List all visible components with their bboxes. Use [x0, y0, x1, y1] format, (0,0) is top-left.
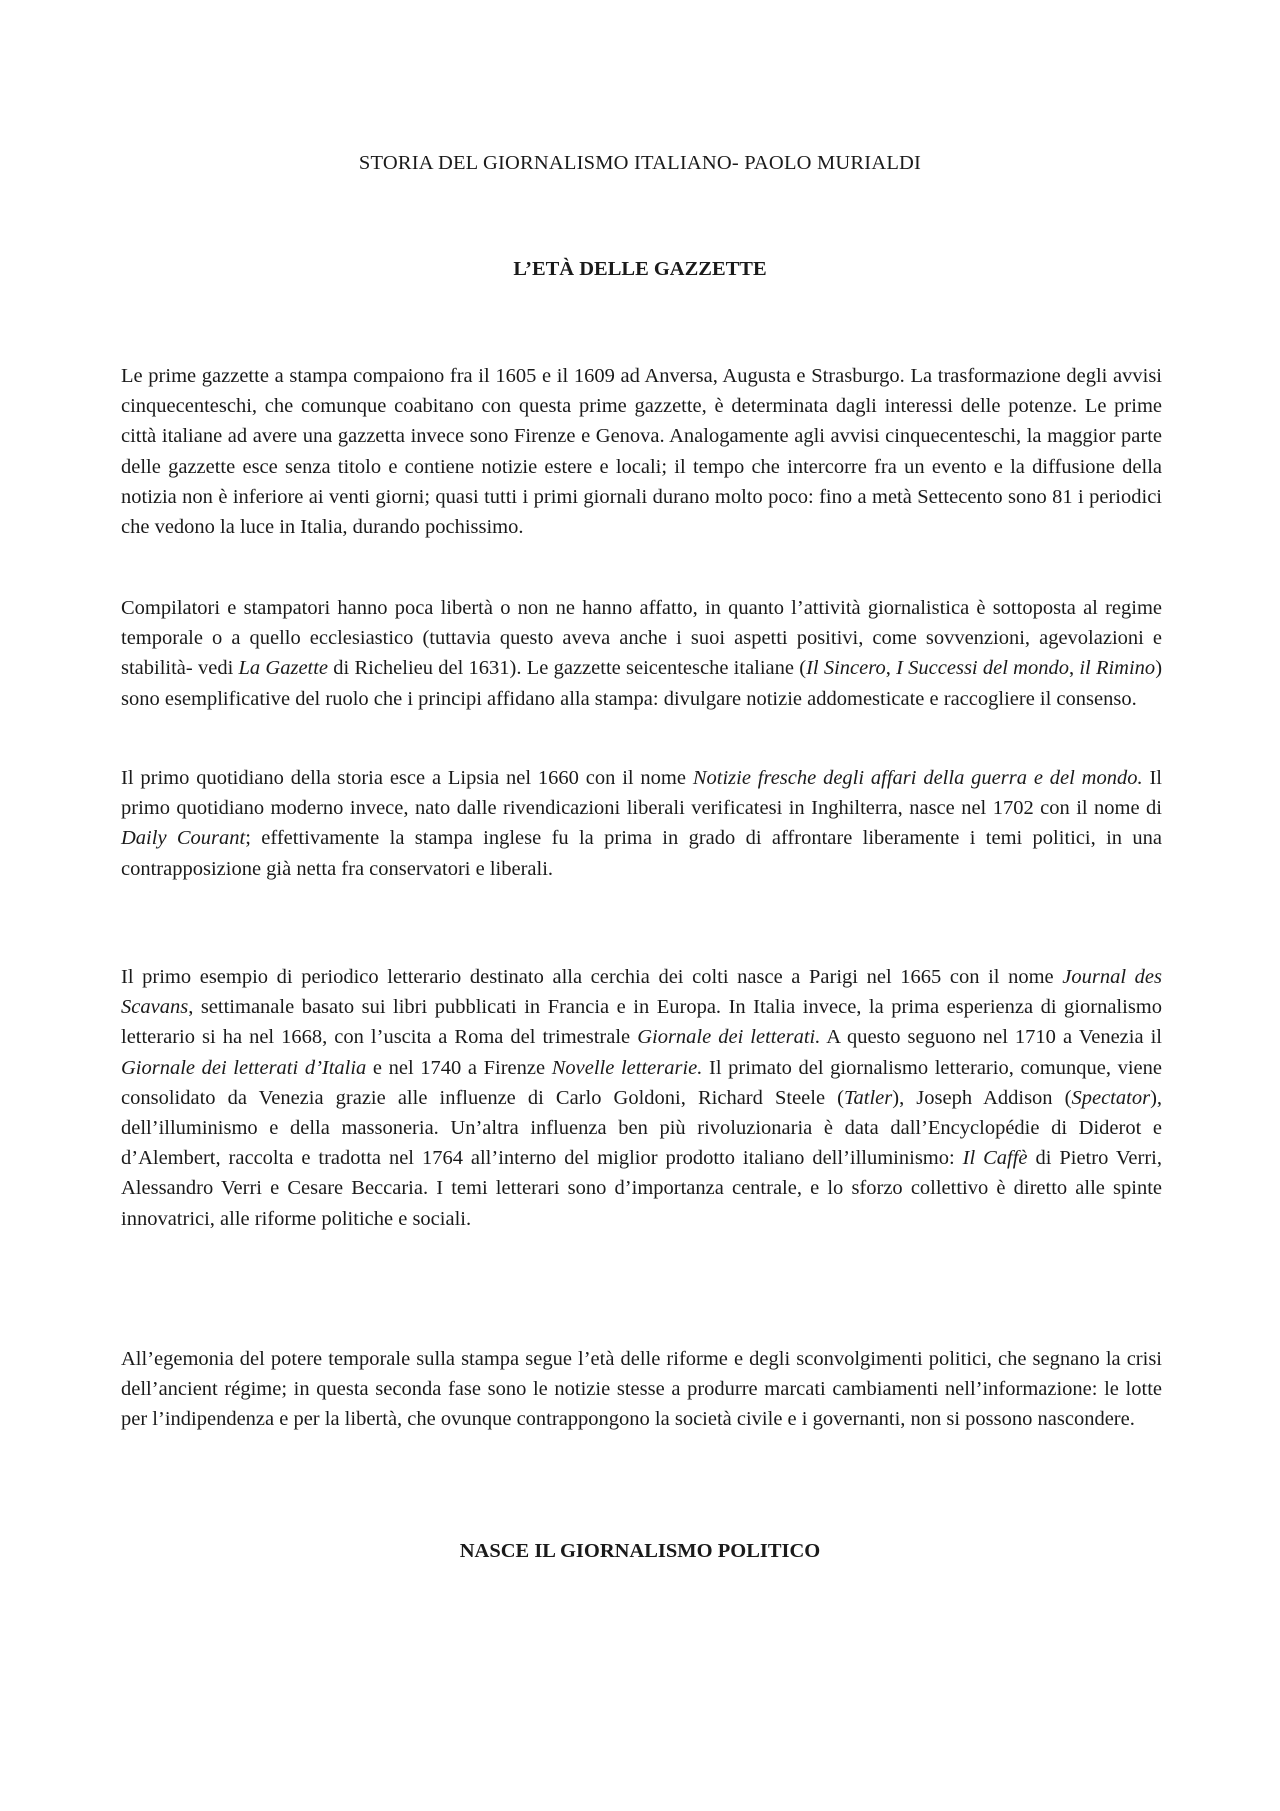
paragraph-4: [121, 962, 1162, 1234]
paragraph-3-text-c: ; effettivamente la stampa inglese fu la prima in grado di affrontare liberamente i temi politici, in una contrapposizione già netta fra conservatori e liberali.: [121, 827, 1162, 880]
paragraph-2-text-c: ,: [885, 657, 897, 680]
paragraph-4-text-a: Il primo esempio di periodico letterario destinato alla cerchia dei colti nasce a Parigi nel 1665 con il nome: [121, 966, 1063, 988]
paragraph-5: All’egemonia del potere temporale sulla stampa segue l’età delle riforme e degli sconvolgimenti politici, che segnano la crisi dell’ancient régime; in questa seconda fase sono le notizie stesse a produrre marcati cambiamenti nell’informazione: le lotte per l’indipendenza e per la libertà, che ovunque contrappongono la società civile e i governanti, non si possono nascondere.: [121, 1348, 1162, 1431]
paragraph-2-text-a: Compilatori e stampatori hanno poca libertà o non ne hanno affatto, in quanto l’attività giornalistica è sottoposta al regime temporale o a quello ecclesiastico (tuttavia questo aveva anche i suoi aspetti positivi, come sovvenzioni, agevolazioni e stabilità- vedi: [121, 597, 1162, 680]
paragraph-4-text-c: A questo seguono nel 1710 a Venezia il: [820, 1026, 1162, 1049]
paragraph-2-italic-rimino: il Rimino: [1079, 657, 1156, 680]
paragraph-2-italic-successi: I Successi del mondo: [896, 657, 1069, 680]
paragraph-4-italic-giornale-italia: Giornale dei letterati d’Italia: [121, 1056, 367, 1079]
paragraph-4-text-g: ), dell’illuminismo e della massoneria. Un’altra influenza ben più rivoluzionaria è data dall’Encyclopédie di Diderot e d’Alembert, raccolta e tradotta nel 1764 all’interno del miglior prodotto italiano dell’illuminismo:: [121, 1086, 1163, 1170]
paragraph-4-text-f: ), Joseph Addison (: [892, 1086, 1072, 1109]
paragraph-4-italic-tatler: Tatler: [844, 1086, 893, 1109]
paragraph-4-italic-il-caffe: Il Caffè: [962, 1147, 1028, 1170]
paragraph-3: [121, 763, 1162, 884]
paragraph-2-text-b: di Richelieu del 1631). Le gazzette seicentesche italiane (: [328, 657, 807, 680]
paragraph-4-italic-spectator: Spectator: [1071, 1086, 1151, 1109]
paragraph-4-italic-journal: Journal des Scavans: [121, 966, 1162, 1019]
paragraph-3-text-a: Il primo quotidiano della storia esce a Lipsia nel 1660 con il nome: [121, 767, 693, 789]
paragraph-4-text-e: Il primato del giornalismo letterario, comunque, viene consolidato da Venezia grazie alle influenze di Carlo Goldoni, Richard Steele (: [121, 1056, 1162, 1109]
paragraph-2-text-d: ,: [1068, 657, 1080, 680]
paragraph-4-text-b: , settimanale basato sui libri pubblicati in Francia e in Europa. In Italia invece, la prima esperienza di giornalismo letterario si ha nel 1668, con l’uscita a Roma del trimestrale: [121, 996, 1162, 1049]
paragraph-2-text-e: ) sono esemplificative del ruolo che i principi affidano alla stampa: divulgare notizie addomesticate e raccogliere il consenso.: [121, 657, 1163, 710]
paragraph-4-text-d: e nel 1740 a Firenze: [366, 1056, 552, 1079]
section-heading-giornalismo-politico: NASCE IL GIORNALISMO POLITICO: [459, 1540, 821, 1562]
paragraph-3-italic-notizie-fresche: Notizie fresche degli affari della guerra e del mondo.: [692, 767, 1143, 789]
paragraph-4-italic-novelle: Novelle letterarie.: [551, 1056, 703, 1079]
paragraph-4-italic-giornale-letterati: Giornale dei letterati.: [637, 1026, 821, 1049]
paragraph-2-italic-il-sincero: Il Sincero: [806, 657, 886, 680]
document-title: STORIA DEL GIORNALISMO ITALIANO- PAOLO MURIALDI: [358, 152, 922, 174]
paragraph-2-italic-la-gazette: La Gazette: [238, 657, 329, 680]
paragraph-1: Le prime gazzette a stampa compaiono fra il 1605 e il 1609 ad Anversa, Augusta e Strasburgo. La trasformazione degli avvisi cinquecenteschi, che comunque coabitano con questa prime gazzette, è determinata dagli interessi delle potenze. Le prime città italiane ad avere una gazzetta invece sono Firenze e Genova. Analogamente agli avvisi cinquecenteschi, la maggior parte delle gazzette esce senza titolo e contiene notizie estere e locali; il tempo che intercorre fra un evento e la diffusione della notizia non è inferiore ai venti giorni; quasi tutti i primi giornali durano molto poco: fino a metà Settecento sono 81 i periodici che vedono la luce in Italia, durando pochissimo.: [121, 365, 1162, 539]
section-heading-gazzette: L’ETÀ DELLE GAZZETTE: [513, 258, 767, 280]
paragraph-4-text-h: di Pietro Verri, Alessandro Verri e Cesare Beccaria. I temi letterari sono d’importanza centrale, e lo sforzo collettivo è diretto alle spinte innovatrici, alle riforme politiche e sociali.: [121, 1147, 1163, 1230]
paragraph-3-italic-daily-courant: Daily Courant: [121, 827, 246, 850]
paragraph-3-text-b: Il primo quotidiano moderno invece, nato dalle rivendicazioni liberali verificatesi in Inghilterra, nasce nel 1702 con il nome di: [121, 767, 1162, 820]
paragraph-2: [121, 593, 1162, 714]
